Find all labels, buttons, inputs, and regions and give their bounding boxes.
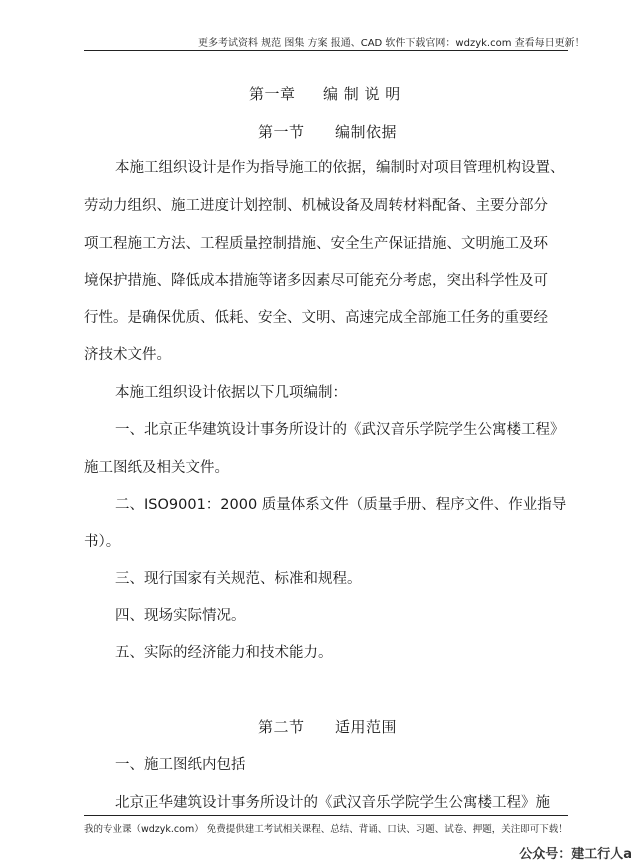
header-divider — [84, 50, 568, 51]
section-1-title: 编制依据 — [335, 123, 398, 141]
chapter-number: 第一章 — [249, 85, 296, 103]
list-item-2-line-2: 书）。 — [84, 534, 121, 550]
list-item-4: 四、现场实际情况。 — [115, 608, 246, 624]
list-item-1-line-1: 一、北京正华建筑设计事务所设计的《武汉音乐学院学生公寓楼工程》 — [115, 422, 565, 438]
list-item-3: 三、现行国家有关规范、标准和规程。 — [115, 571, 362, 587]
list-item-2-line-1: 二、ISO9001：2000 质量体系文件（质量手册、程序文件、作业指导 — [115, 497, 567, 513]
list-item-5: 五、实际的经济能力和技术能力。 — [115, 645, 333, 661]
footer-divider — [84, 815, 568, 816]
page-footer: 我的专业课（wdzyk.com） 免费提供建工考试相关课程、总结、背诵、口诀、习题、试卷、押题，关注即可下载！ — [84, 824, 568, 835]
page-header: 更多考试资料 规范 图集 方案 报通、CAD 软件下载官网：wdzyk.com 查看每日更新！ — [198, 38, 585, 49]
section-2-item-1: 一、施工图纸内包括 — [115, 757, 246, 773]
paragraph-1-line: 行性。是确保优质、低耗、安全、文明、高速完成全部施工任务的重要经 — [84, 310, 548, 326]
section-2-title: 适用范围 — [335, 718, 398, 736]
paragraph-1-line: 劳动力组织、施工进度计划控制、机械设备及周转材料配备、主要分部分 — [84, 198, 548, 214]
paragraph-1-line: 济技术文件。 — [84, 347, 171, 363]
paragraph-1-line: 本施工组织设计是作为指导施工的依据，编制时对项目管理机构设置、 — [115, 160, 565, 176]
wechat-watermark: 公众号：建工行人a — [519, 847, 632, 862]
section-2-number: 第二节 — [258, 718, 305, 736]
chapter-title: 编 制 说 明 — [323, 85, 401, 103]
list-item-1-line-2: 施工图纸及相关文件。 — [84, 460, 229, 476]
paragraph-1-line: 境保护措施、降低成本措施等诸多因素尽可能充分考虑，突出科学性及可 — [84, 273, 548, 289]
paragraph-2: 本施工组织设计依据以下几项编制： — [115, 385, 347, 401]
section-1-number: 第一节 — [258, 123, 305, 141]
section-2-paragraph: 北京正华建筑设计事务所设计的《武汉音乐学院学生公寓楼工程》施 — [115, 795, 550, 811]
paragraph-1-line: 项工程施工方法、工程质量控制措施、安全生产保证措施、文明施工及环 — [84, 236, 548, 252]
